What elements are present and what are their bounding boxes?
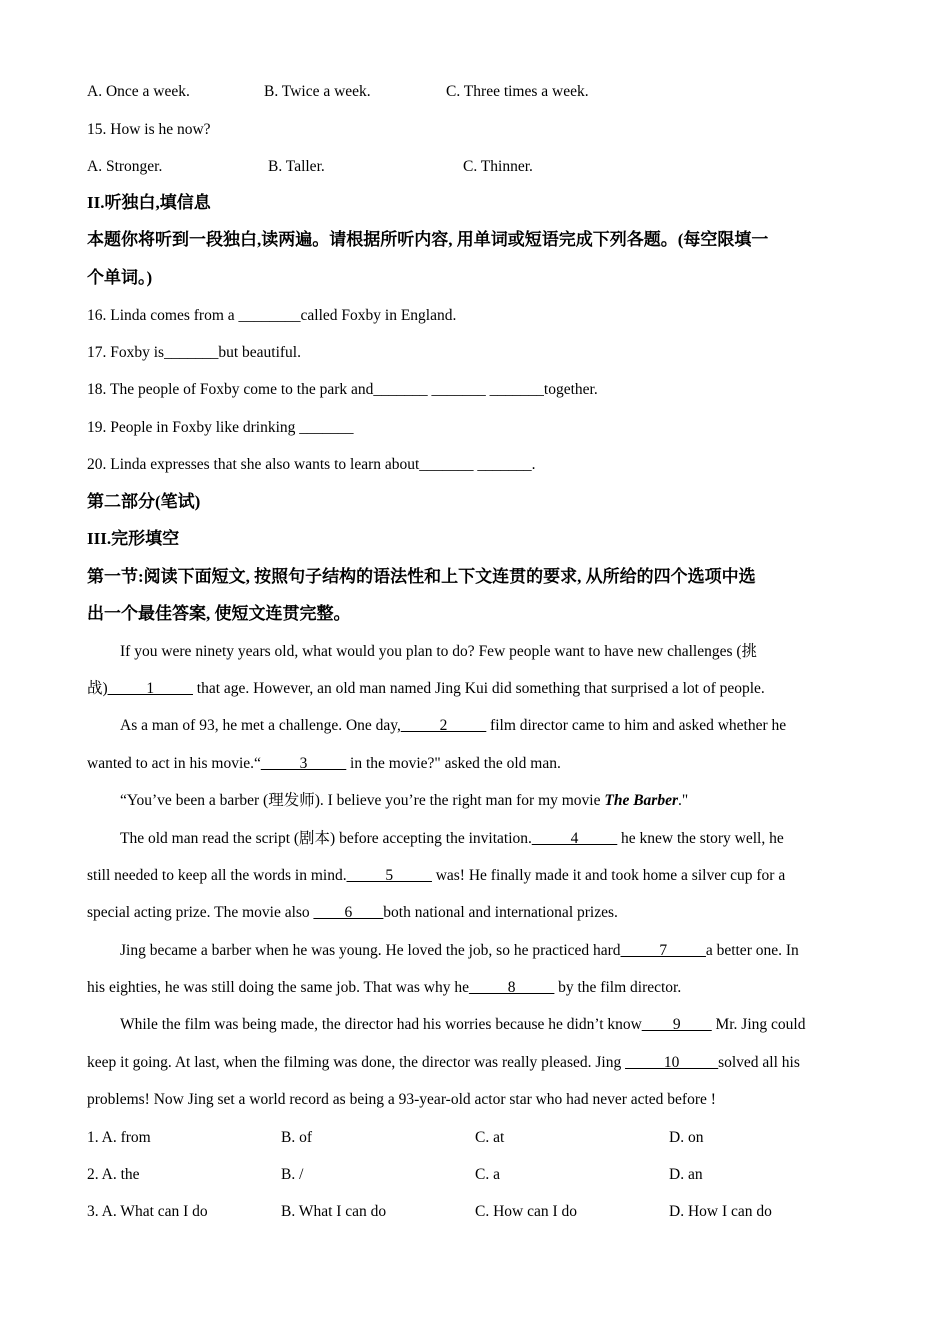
blank-7: _____7_____ [620, 942, 706, 959]
text-segment: keep it going. At last, when the filming was done, the director was really pleased. Jing [87, 1054, 626, 1071]
q15-option-b: B. Taller. [268, 158, 325, 175]
text-segment: wanted to act in his movie.“ [87, 755, 261, 772]
choice-1-d: D. on [669, 1129, 704, 1146]
passage-p4-line2 [87, 866, 785, 886]
text-segment: The old man read the script (剧本) before accepting the invitation. [120, 830, 532, 847]
section2-item-18: 18. The people of Foxby come to the park and_______ _______ _______together. [87, 381, 598, 398]
blank-9: ____9____ [641, 1016, 712, 1033]
choice-1-b: B. of [281, 1129, 312, 1146]
text-segment: was! He finally made it and took home a silver cup for a [431, 867, 786, 884]
text-segment: by the film director. [554, 979, 682, 996]
section2-item-16: 16. Linda comes from a ________called Foxby in England. [87, 307, 457, 324]
q15-question: 15. How is he now? [87, 121, 211, 138]
text-segment: “You’ve been a barber (理发师). I believe you’re the right man for my movie [120, 792, 605, 809]
blank-3: _____3_____ [260, 755, 347, 772]
section2-item-19: 19. People in Foxby like drinking _______ [87, 419, 354, 436]
choice-2-c: C. a [475, 1166, 500, 1183]
choice-3-d: D. How I can do [669, 1203, 772, 1220]
blank-10: _____10_____ [625, 1054, 719, 1071]
text-segment: his eighties, he was still doing the same job. That was why he [87, 979, 469, 996]
text-segment: While the film was being made, the director had his worries because he didn’t know [120, 1016, 642, 1033]
section3-instruction-line2: 出一个最佳答案, 使短文连贯完整。 [87, 604, 351, 623]
passage-p6-line3: problems! Now Jing set a world record as being a 93-year-old actor star who had never acted before ! [87, 1091, 716, 1108]
passage-p5-line1 [120, 941, 799, 961]
passage-p4-line1 [120, 829, 784, 849]
passage-p1-line2 [87, 679, 765, 699]
choice-2-a: 2. A. the [87, 1166, 140, 1183]
movie-title: The Barber [604, 792, 678, 809]
passage-p2-line2 [87, 754, 561, 774]
text-segment: he knew the story well, he [617, 830, 784, 847]
passage-p6-line2 [87, 1053, 800, 1073]
text-segment: solved all his [718, 1054, 800, 1071]
text-segment: in the movie?" asked the old man. [346, 755, 561, 772]
blank-6: ____6____ [313, 904, 384, 921]
choice-2-d: D. an [669, 1166, 703, 1183]
q15-option-a: A. Stronger. [87, 158, 163, 175]
choice-1-a: 1. A. from [87, 1129, 151, 1146]
passage-p1-line1: If you were ninety years old, what would you plan to do? Few people want to have new challenges (挑 [120, 643, 758, 660]
text-segment: Mr. Jing could [711, 1016, 806, 1033]
section2-item-20: 20. Linda expresses that she also wants to learn about_______ _______. [87, 456, 536, 473]
passage-p2-line1 [120, 716, 786, 736]
passage-p5-line2 [87, 978, 681, 998]
text-segment: 战) [87, 680, 108, 697]
text-segment: both national and international prizes. [383, 904, 618, 921]
part2-heading: 第二部分(笔试) [87, 492, 201, 511]
passage-p4-line3 [87, 903, 618, 923]
text-segment: still needed to keep all the words in mind. [87, 867, 347, 884]
blank-5: _____5_____ [346, 867, 432, 884]
section2-heading: II.听独白,填信息 [87, 193, 211, 212]
text-segment: film director came to him and asked whether he [486, 717, 787, 734]
section2-instruction-line2: 个单词。) [87, 268, 153, 287]
choice-2-b: B. / [281, 1166, 304, 1183]
section3-instruction-line1: 第一节:阅读下面短文, 按照句子结构的语法性和上下文连贯的要求, 从所给的四个选项中选 [87, 567, 756, 586]
choice-3-a: 3. A. What can I do [87, 1203, 208, 1220]
q14-option-c: C. Three times a week. [446, 83, 589, 100]
blank-2: _____2_____ [400, 717, 487, 734]
blank-1: _____1_____ [107, 680, 193, 697]
text-segment: that age. However, an old man named Jing Kui did something that surprised a lot of people. [192, 680, 765, 697]
text-segment: special acting prize. The movie also [87, 904, 314, 921]
choice-1-c: C. at [475, 1129, 505, 1146]
choice-3-c: C. How can I do [475, 1203, 578, 1220]
q14-option-b: B. Twice a week. [264, 83, 371, 100]
section2-item-17: 17. Foxby is_______but beautiful. [87, 344, 301, 361]
q15-option-c: C. Thinner. [463, 158, 533, 175]
section3-heading: III.完形填空 [87, 529, 180, 548]
passage-p3 [120, 791, 688, 811]
text-segment: Jing became a barber when he was young. He loved the job, so he practiced hard [120, 942, 621, 959]
passage-p6-line1 [120, 1015, 805, 1035]
text-segment: ." [678, 792, 689, 809]
q14-option-a: A. Once a week. [87, 83, 190, 100]
blank-8: _____8_____ [469, 979, 555, 996]
choice-3-b: B. What I can do [281, 1203, 387, 1220]
section2-instruction-line1: 本题你将听到一段独白,读两遍。请根据所听内容, 用单词或短语完成下列各题。(每空限填一 [87, 230, 769, 249]
text-segment: As a man of 93, he met a challenge. One day, [120, 717, 401, 734]
blank-4: _____4_____ [531, 830, 618, 847]
text-segment: a better one. In [705, 942, 799, 959]
